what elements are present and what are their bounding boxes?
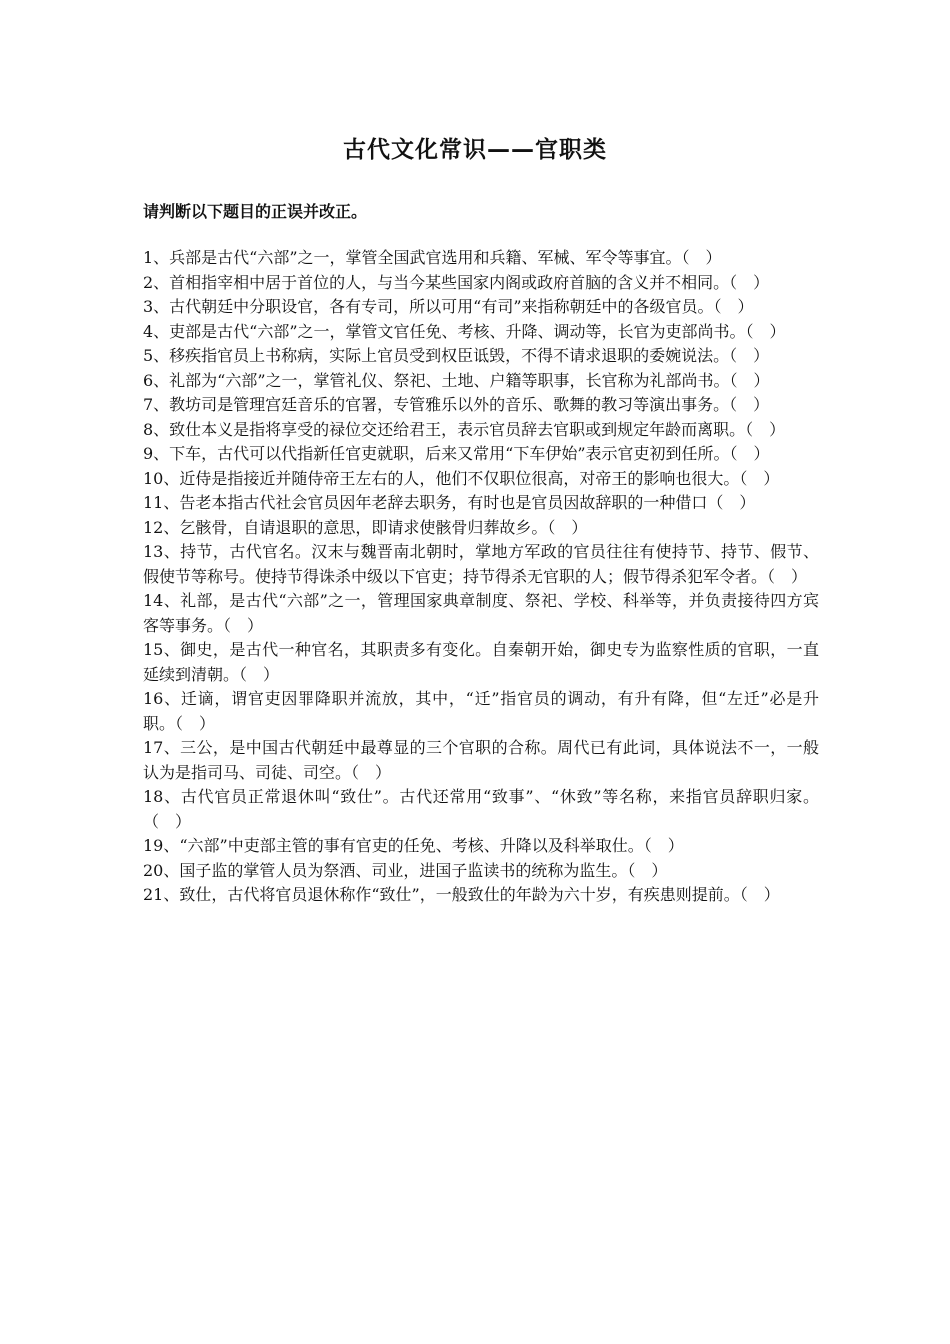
question-item: 3、古代朝廷中分职设官，各有专司，所以可用“有司”来指称朝廷中的各级官员。（ ） <box>143 297 754 316</box>
question-item: 16、迁谪，谓官吏因罪降职并流放，其中，“迁”指官员的调动，有升有降，但“左迁”必是升职。（ ） <box>143 689 819 733</box>
question-item: 20、国子监的掌管人员为祭酒、司业，进国子监读书的统称为监生。（ ） <box>143 860 668 880</box>
question-item: 18、古代官员正常退休叫“致仕”。古代还常用“致事”、“休致”等名称，来指官员辞职归家。（ ） <box>143 787 819 831</box>
question-item: 7、教坊司是管理宫廷音乐的官署，专管雅乐以外的音乐、歌舞的教习等演出事务。（ ） <box>143 395 770 414</box>
question-item: 15、御史，是古代一种官名，其职责多有变化。自秦朝开始，御史专为监察性质的官职，一直延续到清朝。（ ） <box>143 640 819 684</box>
question-item: 9、下车，古代可以代指新任官吏就职，后来又常用“下车伊始”表示官吏初到任所。（ ） <box>143 444 770 463</box>
question-item: 17、三公，是中国古代朝廷中最尊显的三个官职的合称。周代已有此词，具体说法不一，一般认为是指司马、司徒、司空。（ ） <box>143 738 819 782</box>
question-item: 19、“六部”中吏部主管的事有官吏的任免、考核、升降以及科举取仕。（ ） <box>143 836 684 855</box>
question-list <box>143 246 819 908</box>
question-item: 8、致仕本义是指将享受的禄位交还给君王，表示官员辞去官职或到规定年龄而离职。（ ） <box>143 419 786 439</box>
question-item: 1、兵部是古代“六部”之一，掌管全国武官选用和兵籍、军械、军令等事宜。（ ） <box>143 248 722 267</box>
question-item: 6、礼部为“六部”之一，掌管礼仪、祭祀、土地、户籍等职事，长官称为礼部尚书。（ ） <box>143 370 770 390</box>
question-item: 11、告老本指古代社会官员因年老辞去职务，有时也是官员因故辞职的一种借口（ ） <box>143 493 756 512</box>
question-item: 21、致仕，古代将官员退休称作“致仕”，一般致仕的年龄为六十岁，有疾患则提前。（ ） <box>143 885 780 904</box>
question-item: 10、近侍是指接近并随侍帝王左右的人，他们不仅职位很高，对帝王的影响也很大。（ ） <box>143 468 780 488</box>
question-item: 4、吏部是古代“六部”之一，掌管文官任免、考核、升降、调动等，长官为吏部尚书。（ ） <box>143 321 786 341</box>
question-item: 12、乞骸骨，自请退职的意思，即请求使骸骨归葬故乡。（ ） <box>143 517 588 537</box>
document-title: 古代文化常识——官职类 <box>343 137 607 163</box>
question-item: 14、礼部，是古代“六部”之一，管理国家典章制度、祭祀、学校、科举等，并负责接待四方宾客等事务。（ ） <box>143 591 819 635</box>
instruction-text: 请判断以下题目的正误并改正。 <box>143 202 368 221</box>
question-item: 2、首相指宰相中居于首位的人，与当今某些国家内阁或政府首脑的含义并不相同。（ ） <box>143 272 770 292</box>
question-item: 13、持节，古代官名。汉末与魏晋南北朝时，掌地方军政的官员往往有使持节、持节、假节、假使节等称号。使持节得诛杀中级以下官吏；持节得杀无官职的人；假节得杀犯军令者。（ ） <box>143 542 819 586</box>
question-item: 5、移疾指官员上书称病，实际上官员受到权臣诋毁，不得不请求退职的委婉说法。（ ） <box>143 346 770 365</box>
